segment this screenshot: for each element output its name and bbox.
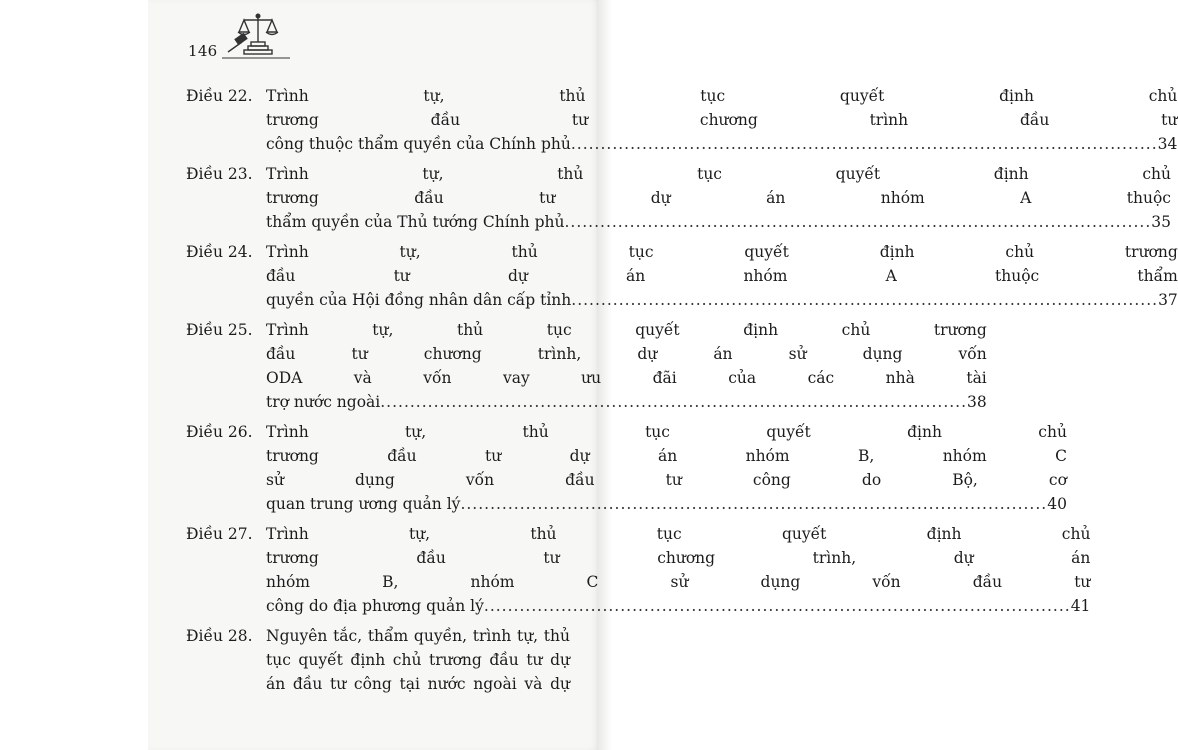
entry-line: Trình tự, thủ tục quyết định chủ xyxy=(266,423,1067,441)
table-of-contents xyxy=(186,84,1178,702)
page-ref: 40 xyxy=(1047,495,1067,513)
entry-line: trương đầu tư dự án nhóm B, nhóm C xyxy=(266,447,1067,465)
entry-line: Trình tự, thủ tục quyết định chủ xyxy=(266,165,1171,183)
entry-line: trợ nước ngoài xyxy=(266,393,381,411)
entry-line: Trình tự, thủ tục quyết định chủ xyxy=(266,525,1091,543)
toc-entry-28[interactable] xyxy=(186,624,570,696)
entry-last-line xyxy=(266,210,1171,234)
entry-last-line xyxy=(266,288,1178,312)
entry-line: trương đầu tư chương trình đầu tư xyxy=(266,111,1178,129)
entry-line: nhóm B, nhóm C sử dụng vốn đầu tư xyxy=(266,573,1091,591)
entry-line: tục quyết định chủ trương đầu tư dự xyxy=(266,651,570,669)
entry-line: Nguyên tắc, thẩm quyền, trình tự, thủ xyxy=(266,627,570,645)
entry-last-line xyxy=(266,132,1177,156)
toc-entry-27[interactable] xyxy=(186,522,1091,618)
page-ref: 37 xyxy=(1158,291,1178,309)
toc-entry-22[interactable] xyxy=(186,84,1178,156)
entry-line: trương đầu tư dự án nhóm A thuộc xyxy=(266,189,1171,207)
toc-entry-25[interactable] xyxy=(186,318,987,414)
article-label: Điều 25. xyxy=(186,321,253,339)
article-label: Điều 28. xyxy=(186,627,253,645)
entry-line: ODA và vốn vay ưu đãi của các nhà tài xyxy=(266,369,987,387)
article-label: Điều 23. xyxy=(186,165,253,183)
leader-dots xyxy=(460,492,1047,516)
entry-line: Trình tự, thủ tục quyết định chủ trương xyxy=(266,321,987,339)
entry-line: công do địa phương quản lý xyxy=(266,597,484,615)
entry-line: quan trung ương quản lý xyxy=(266,495,461,513)
page-number: 146 xyxy=(188,42,218,60)
toc-entry-23[interactable] xyxy=(186,162,1171,234)
entry-line: trương đầu tư chương trình, dự án xyxy=(266,549,1091,567)
entry-line: công thuộc thẩm quyền của Chính phủ xyxy=(266,135,571,153)
toc-entry-26[interactable] xyxy=(186,420,1067,516)
entry-last-line xyxy=(266,594,1090,618)
leader-dots xyxy=(484,594,1071,618)
page-ref: 41 xyxy=(1070,597,1091,615)
scales-of-justice-gavel-icon xyxy=(222,12,290,60)
toc-entry-24[interactable] xyxy=(186,240,1178,312)
entry-line: Trình tự, thủ tục quyết định chủ xyxy=(266,87,1178,105)
article-label: Điều 22. xyxy=(186,87,253,105)
entry-last-line xyxy=(266,492,1067,516)
entry-line: quyền của Hội đồng nhân dân cấp tỉnh xyxy=(266,291,572,309)
page-ref: 38 xyxy=(967,393,987,411)
leader-dots xyxy=(380,390,967,414)
entry-line: thẩm quyền của Thủ tướng Chính phủ xyxy=(266,213,565,231)
entry-line: án đầu tư công tại nước ngoài và dự xyxy=(266,675,570,693)
entry-line: Trình tự, thủ tục quyết định chủ trương xyxy=(266,243,1178,261)
article-label: Điều 27. xyxy=(186,525,253,543)
entry-line: đầu tư dự án nhóm A thuộc thẩm xyxy=(266,267,1178,285)
entry-line: sử dụng vốn đầu tư công do Bộ, cơ xyxy=(266,471,1067,489)
entry-line: đầu tư chương trình, dự án sử dụng vốn xyxy=(266,345,987,363)
article-label: Điều 24. xyxy=(186,243,253,261)
page-header xyxy=(188,38,218,60)
page-ref: 34 xyxy=(1157,135,1178,153)
leader-dots xyxy=(564,210,1151,234)
article-label: Điều 26. xyxy=(186,423,253,441)
page-ref: 35 xyxy=(1151,213,1171,231)
entry-last-line xyxy=(266,390,987,414)
leader-dots xyxy=(571,288,1158,312)
leader-dots xyxy=(571,132,1158,156)
